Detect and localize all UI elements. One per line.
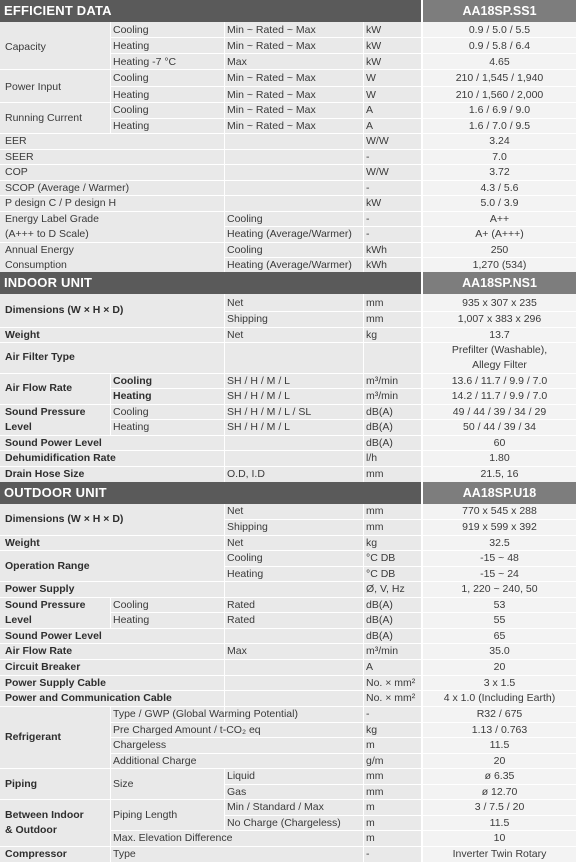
value-circuit-breaker: 20: [493, 661, 506, 673]
row-divider: [110, 118, 576, 119]
value-spl-heating: 55: [493, 614, 506, 626]
unit-label: -: [366, 213, 370, 225]
condition-liquid: Liquid: [227, 770, 256, 782]
row-label-compressor: Compressor: [5, 848, 67, 860]
unit-label: dB(A): [366, 630, 393, 642]
row-divider: [110, 53, 576, 54]
unit-label: No. × mm²: [366, 677, 416, 689]
row-label-dimensions: Dimensions (W × H × D): [5, 513, 124, 525]
unit-label: -: [366, 848, 370, 860]
value-filter-line1: Prefilter (Washable),: [451, 344, 548, 356]
mode-cooling: Cooling: [113, 104, 149, 116]
row-label-consumption: Consumption: [5, 259, 67, 271]
unit-label: W/W: [366, 135, 389, 147]
unit-label: W/W: [366, 166, 389, 178]
row-label-energy-label-scale: (A+++ to D Scale): [5, 228, 89, 240]
model-cell: [421, 272, 576, 294]
value-scop: 4.3 / 5.6: [480, 182, 519, 194]
mode-heating: Heating: [113, 40, 150, 52]
value-airflow-cooling: 13.6 / 11.7 / 9.9 / 7.0: [451, 375, 548, 387]
row-divider: [0, 404, 576, 405]
column-divider: [110, 597, 111, 628]
mode-cooling: Cooling: [113, 24, 149, 36]
condition-rated: Rated: [227, 599, 256, 611]
value-drain-hose: 21.5, 16: [480, 468, 519, 480]
value-liquid: ø 6.35: [484, 770, 515, 782]
condition-gas: Gas: [227, 786, 247, 798]
condition-label: Min ~ Rated ~ Max: [227, 72, 316, 84]
section-title: OUTDOOR UNIT: [4, 485, 107, 500]
row-divider: [224, 784, 576, 785]
unit-label: kW: [366, 197, 382, 209]
column-divider: [110, 706, 111, 862]
row-divider: [0, 102, 576, 103]
value-spl-cooling: 53: [493, 599, 506, 611]
mode-cooling: Cooling: [113, 72, 149, 84]
row-divider: [224, 566, 576, 567]
row-divider: [0, 342, 576, 343]
value-weight: 32.5: [489, 537, 510, 549]
param-piping-length: Piping Length: [113, 809, 178, 821]
mode-cooling: Cooling: [227, 244, 263, 256]
condition-label: Min ~ Rated ~ Max: [227, 40, 316, 52]
unit-label: °C DB: [366, 568, 396, 580]
row-divider: [110, 830, 576, 831]
value-current-cooling: 1.6 / 6.9 / 9.0: [468, 104, 531, 116]
row-label-and-outdoor: & Outdoor: [5, 824, 57, 836]
condition-shipping: Shipping: [227, 313, 268, 325]
row-label-power-comm-cable: Power and Communication Cable: [5, 692, 172, 704]
param-max-elevation: Max. Elevation Difference: [113, 832, 233, 844]
unit-label: mm: [366, 786, 384, 798]
mode-heating: Heating: [113, 421, 150, 433]
mode-heating: Heating: [113, 120, 150, 132]
unit-label: m: [366, 801, 375, 813]
row-divider: [0, 164, 576, 165]
value-precharged: 1.13 / 0.763: [471, 724, 528, 736]
row-divider: [224, 311, 576, 312]
model-number: AA18SP.NS1: [462, 276, 537, 290]
column-divider: [224, 294, 225, 482]
mode-cooling: Cooling: [227, 552, 263, 564]
unit-label: kW: [366, 24, 382, 36]
row-label-circuit-breaker: Circuit Breaker: [5, 661, 81, 673]
condition-shipping: Shipping: [227, 521, 268, 533]
row-divider: [0, 675, 576, 676]
row-label-air-flow: Air Flow Rate: [5, 645, 73, 657]
value-sound-power: 65: [493, 630, 506, 642]
section-title: INDOOR UNIT: [4, 275, 93, 290]
row-divider: [0, 466, 576, 467]
value-chargeless: 11.5: [489, 739, 510, 751]
condition-net: Net: [227, 537, 244, 549]
mode-heating: Heating: [113, 614, 150, 626]
value-operation-heating: -15 ~ 24: [480, 568, 519, 580]
unit-label: -: [366, 182, 370, 194]
condition-min-std-max: Min / Standard / Max: [227, 801, 324, 813]
section-header-efficient: [0, 0, 576, 22]
value-type-gwp: R32 / 675: [476, 708, 523, 720]
row-label-power-input: Power Input: [5, 81, 62, 93]
value-operation-cooling: -15 ~ 48: [480, 552, 519, 564]
row-divider: [0, 690, 576, 691]
value-spl-cooling: 49 / 44 / 39 / 34 / 29: [452, 406, 547, 418]
value-spl-heating: 50 / 44 / 39 / 34: [463, 421, 536, 433]
unit-label: A: [366, 661, 374, 673]
row-label-power-supply: Power Supply: [5, 583, 75, 595]
column-divider: [363, 22, 364, 272]
unit-label: mm: [366, 297, 384, 309]
column-divider: [110, 22, 111, 102]
condition-label: O.D, I.D: [227, 468, 265, 480]
value-power-supply-cable: 3 x 1.5: [483, 677, 516, 689]
row-divider: [224, 257, 576, 258]
row-divider: [0, 581, 576, 582]
value-power-comm-cable: 4 x 1.0 (Including Earth): [443, 692, 556, 704]
unit-label: m: [366, 739, 375, 751]
param-chargeless: Chargeless: [113, 739, 167, 751]
row-divider: [0, 327, 576, 328]
condition-label: Min ~ Rated ~ Max: [227, 104, 316, 116]
value-dehumidification: 1.80: [489, 452, 510, 464]
row-divider: [110, 37, 576, 38]
condition-rated: Rated: [227, 614, 256, 626]
column-divider: [224, 504, 225, 722]
row-divider: [0, 195, 576, 196]
value-piping-length: 3 / 7.5 / 20: [474, 801, 525, 813]
unit-label: dB(A): [366, 421, 393, 433]
row-divider: [0, 373, 576, 374]
mode-cooling: Cooling: [113, 375, 153, 387]
mode-cooling: Cooling: [113, 599, 149, 611]
unit-label: g/m: [366, 755, 384, 767]
row-label-annual-energy: Annual Energy: [5, 244, 74, 256]
condition-no-charge: No Charge (Chargeless): [227, 817, 341, 829]
mode-heating-average-warmer: Heating (Average/Warmer): [227, 228, 352, 240]
condition-label: SH / H / M / L: [227, 375, 291, 387]
row-label-energy-label-grade: Energy Label Grade: [5, 213, 99, 225]
row-label-operation-range: Operation Range: [5, 560, 90, 572]
value-sound-power: 60: [493, 437, 506, 449]
model-cell: [421, 482, 576, 504]
condition-max: Max: [227, 645, 247, 657]
unit-label: dB(A): [366, 614, 393, 626]
unit-label: °C DB: [366, 552, 396, 564]
row-divider: [0, 242, 576, 243]
column-divider: [224, 22, 225, 272]
unit-label: -: [366, 708, 370, 720]
row-label-eer: EER: [5, 135, 27, 147]
row-divider: [224, 226, 576, 227]
unit-label: mm: [366, 770, 384, 782]
condition-label: SH / H / M / L: [227, 421, 291, 433]
value-pdesign: 5.0 / 3.9: [480, 197, 519, 209]
param-size: Size: [113, 778, 134, 790]
value-power-supply: 1, 220 ~ 240, 50: [461, 583, 538, 595]
condition-label: SH / H / M / L: [227, 390, 291, 402]
value-annual-cooling: 250: [490, 244, 509, 256]
row-label-sound-pressure: Sound Pressure: [5, 599, 86, 611]
condition-label: Min ~ Rated ~ Max: [227, 24, 316, 36]
mode-heating-m7: Heating -7 °C: [113, 56, 177, 68]
row-divider: [0, 450, 576, 451]
unit-label: kW: [366, 56, 382, 68]
unit-label: m³/min: [366, 645, 399, 657]
unit-label: -: [366, 151, 370, 163]
condition-label: Min ~ Rated ~ Max: [227, 89, 316, 101]
row-label-air-filter: Air Filter Type: [5, 351, 75, 363]
unit-label: kg: [366, 537, 378, 549]
row-divider: [0, 69, 576, 70]
row-label-between-indoor: Between Indoor: [5, 809, 84, 821]
value-power-cooling: 210 / 1,545 / 1,940: [455, 72, 544, 84]
row-divider: [0, 643, 576, 644]
row-divider: [0, 846, 576, 847]
section-header-indoor: [0, 272, 576, 294]
unit-label: W: [366, 72, 376, 84]
row-divider: [0, 768, 576, 769]
unit-label: m³/min: [366, 375, 399, 387]
value-grade-cooling: A++: [489, 213, 510, 225]
value-capacity-heating-m7: 4.65: [489, 56, 510, 68]
condition-net: Net: [227, 505, 244, 517]
unit-label: mm: [366, 468, 384, 480]
row-label-sound-pressure: Sound Pressure: [5, 406, 86, 418]
value-no-charge: 11.5: [489, 817, 510, 829]
param-precharged: Pre Charged Amount / t-CO₂ eq: [113, 724, 261, 736]
row-divider: [0, 597, 576, 598]
unit-label: m: [366, 817, 375, 829]
value-capacity-heating: 0.9 / 5.8 / 6.4: [468, 40, 531, 52]
value-current-heating: 1.6 / 7.0 / 9.5: [468, 120, 531, 132]
value-power-heating: 210 / 1,560 / 2,000: [455, 89, 544, 101]
row-label-dimensions: Dimensions (W × H × D): [5, 304, 124, 316]
row-divider: [110, 419, 576, 420]
row-label-weight: Weight: [5, 329, 40, 341]
row-label-sound-pressure-level: Level: [5, 614, 32, 626]
row-label-refrigerant: Refrigerant: [5, 731, 62, 743]
row-divider: [0, 133, 576, 134]
unit-label: kg: [366, 724, 378, 736]
row-divider: [0, 799, 576, 800]
condition-label: Max: [227, 56, 247, 68]
row-divider: [0, 535, 576, 536]
mode-heating-average-warmer: Heating (Average/Warmer): [227, 259, 352, 271]
condition-label: Min ~ Rated ~ Max: [227, 120, 316, 132]
section-title: EFFICIENT DATA: [4, 3, 112, 18]
mode-cooling: Cooling: [113, 406, 149, 418]
value-additional-charge: 20: [493, 755, 506, 767]
row-label-dehumidification: Dehumidification Rate: [5, 452, 116, 464]
row-label-scop: SCOP (Average / Warmer): [5, 182, 130, 194]
row-divider: [0, 659, 576, 660]
value-gas: ø 12.70: [481, 786, 518, 798]
unit-label: m: [366, 832, 375, 844]
mode-heating: Heating: [113, 390, 152, 402]
unit-label: l/h: [366, 452, 378, 464]
column-divider: [363, 294, 364, 482]
row-label-sound-power: Sound Power Level: [5, 630, 102, 642]
row-divider: [110, 722, 576, 723]
unit-label: No. × mm²: [366, 692, 416, 704]
column-divider: [110, 102, 111, 133]
row-divider: [110, 612, 576, 613]
model-number: AA18SP.SS1: [462, 4, 537, 18]
row-divider: [0, 149, 576, 150]
value-capacity-cooling: 0.9 / 5.0 / 5.5: [468, 24, 531, 36]
mode-cooling: Cooling: [227, 213, 263, 225]
row-divider: [110, 388, 576, 389]
row-divider: [224, 519, 576, 520]
unit-label: A: [366, 120, 374, 132]
row-divider: [0, 706, 576, 707]
value-dimensions-shipping: 919 x 599 x 392: [462, 521, 537, 533]
row-label-drain-hose: Drain Hose Size: [5, 468, 85, 480]
section-header-outdoor: [0, 482, 576, 504]
row-label-sound-pressure-level: Level: [5, 421, 32, 433]
row-divider: [0, 435, 576, 436]
row-label-pdesign: P design C / P design H: [5, 197, 117, 209]
column-divider: [224, 768, 225, 830]
mode-heating: Heating: [227, 568, 264, 580]
value-cop: 3.72: [489, 166, 510, 178]
unit-label: mm: [366, 521, 384, 533]
condition-net: Net: [227, 329, 244, 341]
condition-net: Net: [227, 297, 244, 309]
unit-label: kWh: [366, 259, 387, 271]
column-divider: [110, 373, 111, 435]
unit-label: m³/min: [366, 390, 399, 402]
row-divider: [224, 815, 576, 816]
value-airflow: 35.0: [489, 645, 510, 657]
unit-label: kW: [366, 40, 382, 52]
row-divider: [110, 86, 576, 87]
row-divider: [0, 550, 576, 551]
unit-label: dB(A): [366, 406, 393, 418]
row-label-capacity: Capacity: [5, 41, 46, 53]
unit-label: -: [366, 228, 370, 240]
value-weight: 13.7: [489, 329, 510, 341]
row-label-running-current: Running Current: [5, 112, 83, 124]
value-filter-line2: Allegy Filter: [472, 359, 527, 371]
value-dimensions-shipping: 1,007 x 383 x 296: [457, 313, 542, 325]
unit-label: mm: [366, 505, 384, 517]
value-compressor: Inverter Twin Rotary: [452, 848, 547, 860]
value-eer: 3.24: [489, 135, 510, 147]
model-number: AA18SP.U18: [462, 486, 537, 500]
unit-label: mm: [366, 313, 384, 325]
row-label-cop: COP: [5, 166, 28, 178]
column-divider: [363, 504, 364, 862]
row-divider: [0, 628, 576, 629]
row-divider: [110, 753, 576, 754]
row-label-power-supply-cable: Power Supply Cable: [5, 677, 106, 689]
value-dimensions-net: 770 x 545 x 288: [462, 505, 537, 517]
value-airflow-heating: 14.2 / 11.7 / 9.9 / 7.0: [451, 390, 548, 402]
row-divider: [0, 180, 576, 181]
row-label-seer: SEER: [5, 151, 34, 163]
value-seer: 7.0: [492, 151, 507, 163]
unit-label: Ø, V, Hz: [366, 583, 405, 595]
unit-label: A: [366, 104, 374, 116]
unit-label: kg: [366, 329, 378, 341]
unit-label: dB(A): [366, 437, 393, 449]
value-annual-heating: 1,270 (534): [472, 259, 527, 271]
condition-label: SH / H / M / L / SL: [227, 406, 312, 418]
row-label-weight: Weight: [5, 537, 40, 549]
unit-label: dB(A): [366, 599, 393, 611]
param-additional-charge: Additional Charge: [113, 755, 197, 767]
unit-label: W: [366, 89, 376, 101]
value-dimensions-net: 935 x 307 x 235: [462, 297, 537, 309]
unit-label: kWh: [366, 244, 387, 256]
value-grade-heating: A+ (A+++): [475, 228, 524, 240]
model-cell: [421, 0, 576, 22]
value-max-elevation: 10: [493, 832, 506, 844]
row-divider: [0, 211, 576, 212]
row-label-air-flow: Air Flow Rate: [5, 382, 73, 394]
row-divider: [110, 737, 576, 738]
row-label-sound-power: Sound Power Level: [5, 437, 102, 449]
mode-heating: Heating: [113, 89, 150, 101]
param-type: Type: [113, 848, 136, 860]
row-label-piping: Piping: [5, 778, 38, 790]
param-type-gwp: Type / GWP (Global Warming Potential): [113, 708, 298, 720]
